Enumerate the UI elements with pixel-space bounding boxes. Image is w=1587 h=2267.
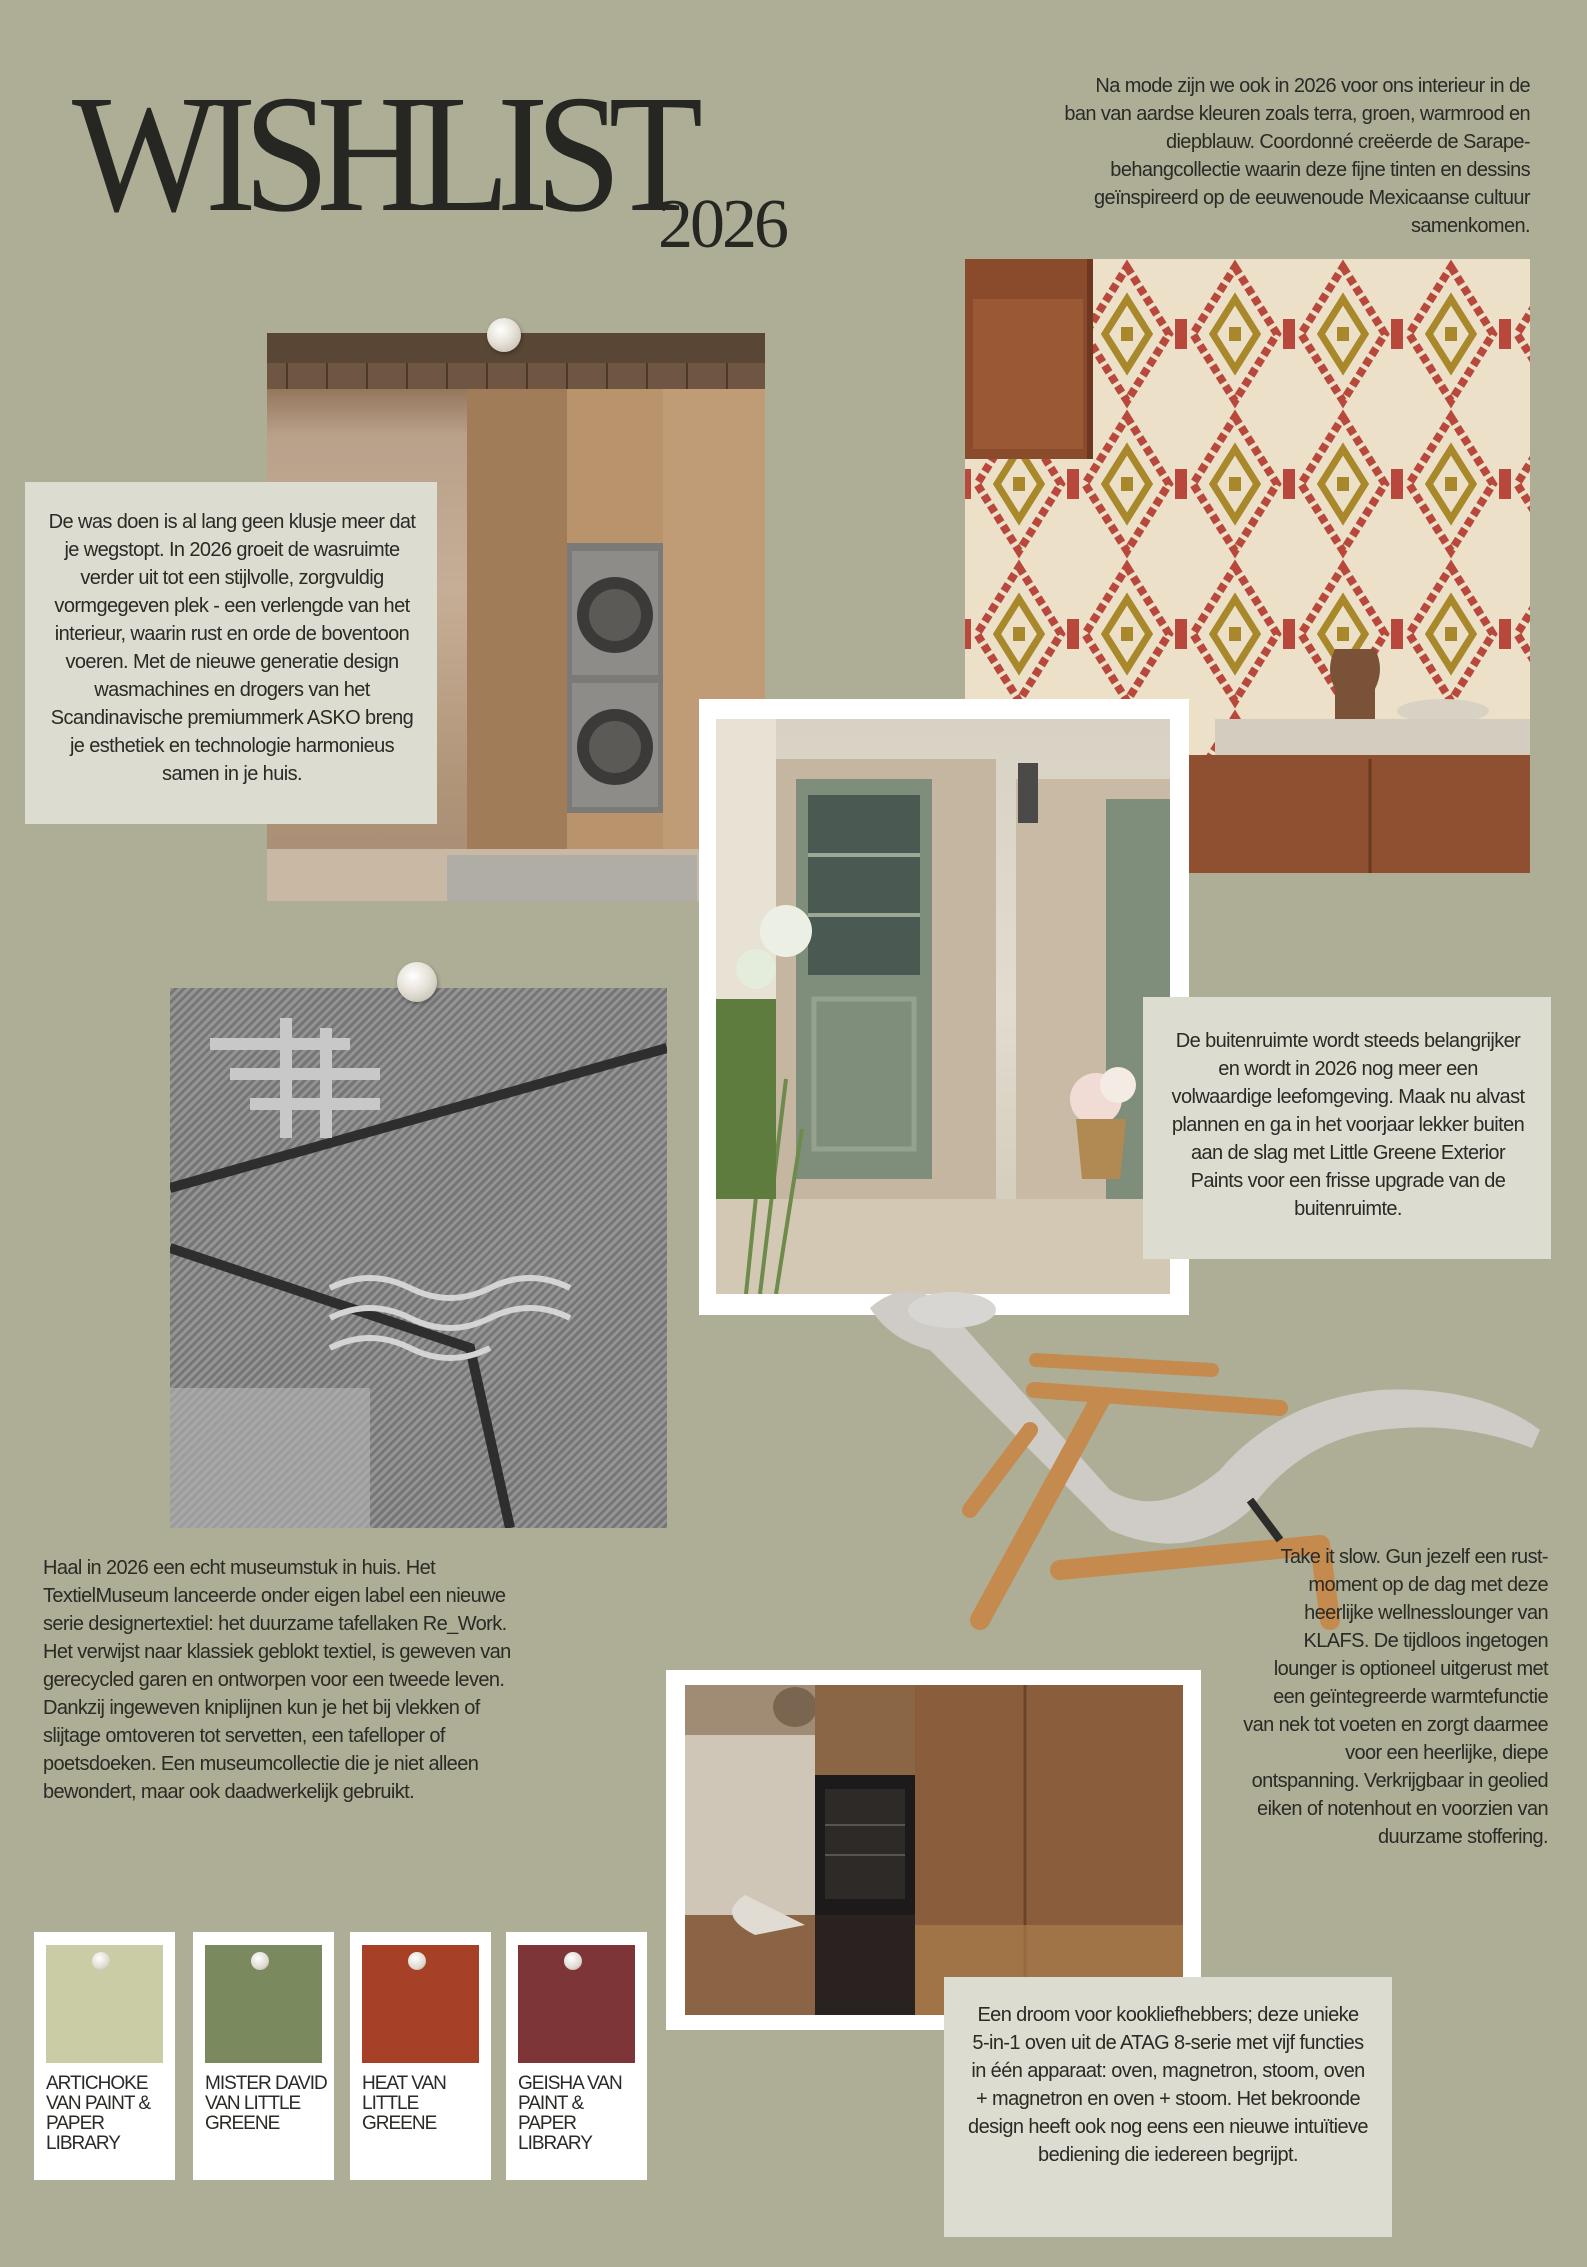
outdoor-text-box (1143, 997, 1551, 1259)
pin-icon (408, 1952, 426, 1970)
page-title: WISHLIST (72, 61, 691, 247)
pin-icon (564, 1952, 582, 1970)
outdoor-text: De buitenruimte wordt steeds belangrijker en wordt in 2026 nog meer een volwaardige leefomgeving. Maak nu alvast plannen en ga in het voorjaar lekker buiten aan de slag met Little Greene Exterior Paints voor een frisse upgrade van de buitenruimte. (1171, 1030, 1525, 1220)
textile-photo (170, 988, 667, 1528)
pin-icon (251, 1952, 269, 1970)
page-year: 2026 (658, 186, 786, 263)
swatch-mister-david (193, 1932, 334, 2180)
swatch-geisha (506, 1932, 647, 2180)
pin-icon (397, 962, 437, 1002)
oven-photo (685, 1685, 1183, 2015)
laundry-text: De was doen is al lang geen klusje meer dat je wegstopt. In 2026 groeit de wasruimte verder uit tot een stijlvolle, zorgvuldig vormgegeven plek - een verlengde van het interieur, waarin rust en orde de boventoon voeren. Met de nieuwe generatie design wasmachines en drogers van het Scandinavische premiummerk ASKO breng je esthetiek en technologie harmonieus samen in je huis. (48, 511, 416, 785)
swatch-label: HEAT VAN LITTLE GREENE (362, 2073, 446, 2134)
door-photo (716, 719, 1170, 1294)
pin-icon (487, 318, 521, 352)
textile-text: Haal in 2026 een echt museumstuk in huis. Het TextielMuseum lanceerde onder eigen label een nieuwe serie designertextiel: het duurzame tafellaken Re_Work. Het verwijst naar klassiek geblokt textiel, is geweven van gerecycled garen en ontworpen voor een tweede leven. Dankzij ingeweven kniplijnen kun je het bij vlekken of slijtage omtoveren tot servetten, een tafelloper of poetsdoeken. Een museumcollectie die je niet alleen bewondert, maar ook daadwerkelijk gebruikt. (43, 1557, 511, 1803)
klafs-text: Take it slow. Gun jezelf een rust-moment op de dag met deze heerlijke wellnesslounger van KLAFS. De tijdloos ingetogen lounger is optioneel uitgerust met een geïntegreerde warmtefunctie van nek tot voeten en zorgt daarmee voor een heerlijke, diepe ontspanning. Verkrijgbaar in geolied eiken of notenhout en voorzien van duurzame stoffering. (1243, 1546, 1548, 1848)
swatch-label: ARTICHOKE VAN PAINT & PAPER LIBRARY (46, 2073, 151, 2154)
pin-icon (92, 1952, 110, 1970)
intro-text: Na mode zijn we ook in 2026 voor ons interieur in de ban van aardse kleuren zoals terra, groen, warmrood en diepblauw. Coordonné creëerde de Sarape-behangcollectie waarin deze fijne tinten en dessins geïnspireerd op de eeuwenoude Mexicaanse cultuur samenkomen. (1064, 75, 1530, 237)
swatch-artichoke (34, 1932, 175, 2180)
swatch-label: MISTER DAVID VAN LITTLE GREENE (205, 2073, 327, 2134)
swatch-heat (350, 1932, 491, 2180)
laundry-text-box (25, 482, 437, 824)
swatch-label: GEISHA VAN PAINT & PAPER LIBRARY (518, 2073, 622, 2154)
atag-text: Een droom voor kookliefhebbers; deze unieke 5-in-1 oven uit de ATAG 8-serie met vijf functies in één apparaat: oven, magnetron, stoom, oven + magnetron en oven + stoom. Het bekroonde design heeft ook nog eens een nieuwe intuïtieve bediening die iedereen begrijpt. (968, 2004, 1368, 2166)
atag-text-box (944, 1977, 1392, 2237)
